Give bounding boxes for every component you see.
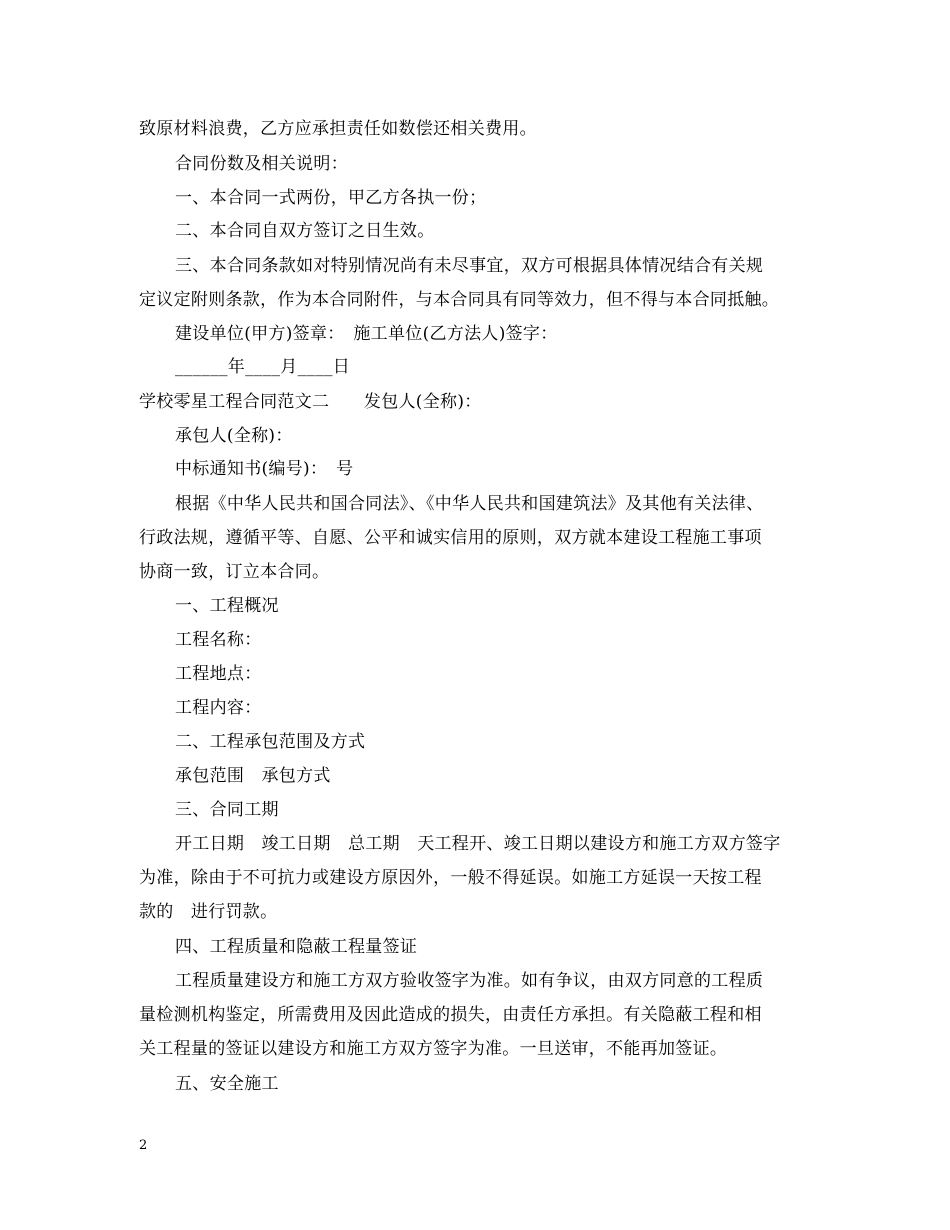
paragraph-line: 行政法规，遵循平等、自愿、公平和诚实信用的原则，双方就本建设工程施工事项 bbox=[139, 528, 762, 548]
paragraph-line: 量检测机构鉴定，所需费用及因此造成的损失，由责任方承担。有关隐蔽工程和相 bbox=[139, 1005, 762, 1025]
paragraph-line: 建设单位(甲方)签章： 施工单位(乙方法人)签字： bbox=[175, 324, 558, 344]
paragraph-line: 承包人(全称)： bbox=[175, 426, 293, 446]
paragraph-line: 工程地点： bbox=[175, 664, 262, 684]
paragraph-line: 学校零星工程合同范文二 发包人(全称)： bbox=[139, 392, 482, 412]
paragraph-line: 三、本合同条款如对特别情况尚有未尽事宜，双方可根据具体情况结合有关规 bbox=[175, 256, 764, 276]
section-heading: 三、合同工期 bbox=[175, 800, 279, 820]
section-heading: 二、工程承包范围及方式 bbox=[175, 732, 366, 752]
paragraph-line: 一、本合同一式两份，甲乙方各执一份； bbox=[175, 188, 487, 208]
paragraph-line: 工程内容： bbox=[175, 698, 262, 718]
paragraph-line: 协商一致，订立本合同。 bbox=[139, 562, 330, 582]
paragraph-line: 工程名称： bbox=[175, 630, 262, 650]
section-heading: 四、工程质量和隐蔽工程量签证 bbox=[175, 937, 418, 957]
paragraph-line: 合同份数及相关说明： bbox=[175, 154, 348, 174]
paragraph-line: 关工程量的签证以建设方和施工方双方签字为准。一旦送审，不能再加签证。 bbox=[139, 1039, 728, 1059]
paragraph-line: 为准，除由于不可抗力或建设方原因外，一般不得延误。如施工方延误一天按工程 bbox=[139, 868, 762, 888]
paragraph-line: 款的 进行罚款。 bbox=[139, 902, 278, 922]
section-heading: 一、工程概况 bbox=[175, 596, 279, 616]
date-line: ______年____月____日 bbox=[175, 357, 351, 377]
section-heading: 五、安全施工 bbox=[175, 1074, 279, 1094]
paragraph-line: 根据《中华人民共和国合同法》、《中华人民共和国建筑法》及其他有关法律、 bbox=[175, 494, 764, 514]
paragraph-line: 二、本合同自双方签订之日生效。 bbox=[175, 221, 435, 241]
paragraph-line: 承包范围 承包方式 bbox=[175, 766, 331, 786]
paragraph-line: 开工日期 竣工日期 总工期 天工程开、竣工日期以建设方和施工方双方签字 bbox=[175, 834, 781, 854]
paragraph-line: 工程质量建设方和施工方双方验收签字为准。如有争议，由双方同意的工程质 bbox=[175, 971, 764, 991]
paragraph-line: 致原材料浪费，乙方应承担责任如数偿还相关费用。 bbox=[139, 119, 537, 139]
paragraph-line: 定议定附则条款，作为本合同附件，与本合同具有同等效力，但不得与本合同抵触。 bbox=[139, 290, 780, 310]
page-number: 2 bbox=[139, 1138, 148, 1153]
paragraph-line: 中标通知书(编号)： 号 bbox=[175, 459, 354, 479]
